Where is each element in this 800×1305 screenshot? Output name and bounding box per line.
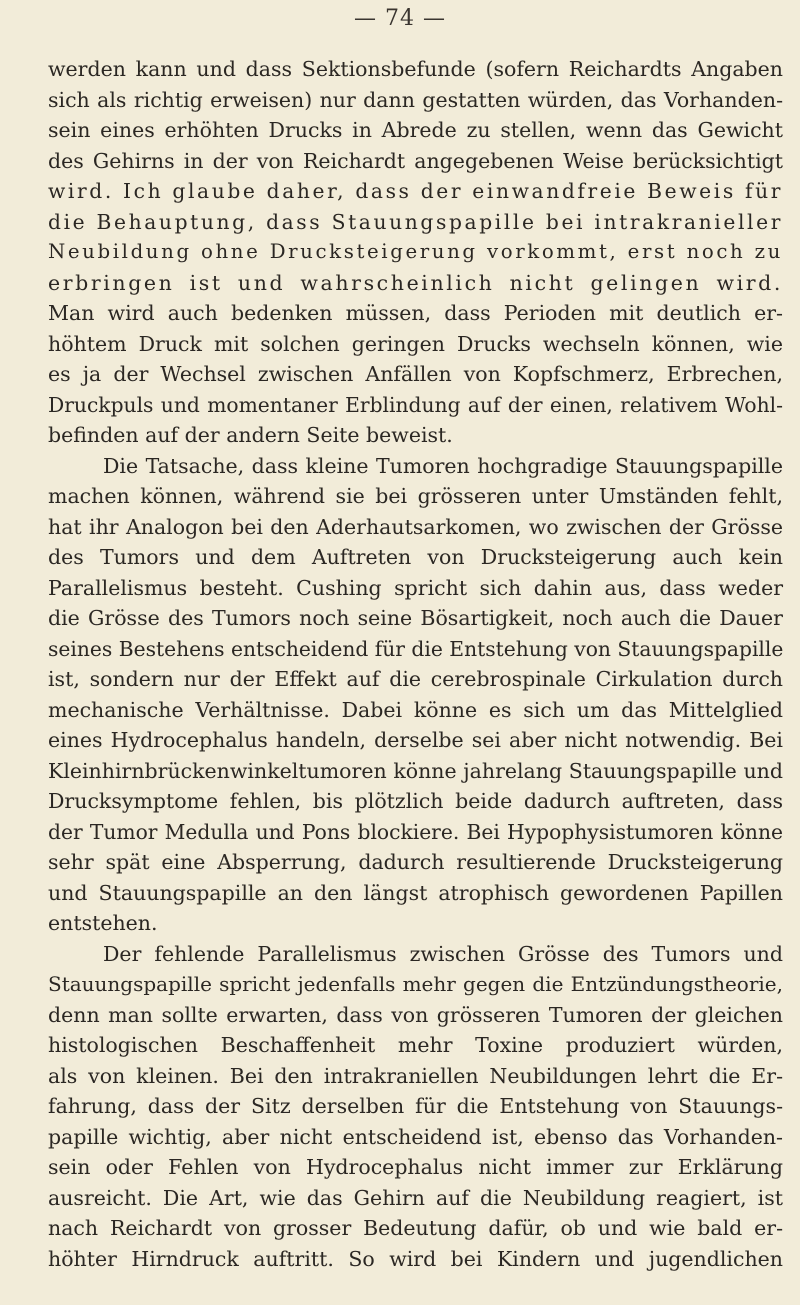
text-line: Man wird auch bedenken müssen, dass Perioden mit deutlich er-: [48, 301, 783, 325]
page-number: — 74 —: [354, 6, 446, 31]
text-line: des Tumors und dem Auftreten von Drucksteigerung auch kein: [48, 545, 783, 569]
text-line: des Gehirns in der von Reichardt angegebenen Weise berücksichtigt: [48, 148, 783, 173]
text-line: machen können, während sie bei grösseren unter Umständen fehlt,: [48, 484, 783, 508]
body-text: [48, 54, 783, 1274]
text-line: fahrung, dass der Sitz derselben für die Entstehung von Stauungs-: [48, 1094, 783, 1118]
text-line: nach Reichardt von grosser Bedeutung dafür, ob und wie bald er-: [48, 1216, 783, 1240]
text-line: denn man sollte erwarten, dass von grösseren Tumoren der gleichen: [48, 1002, 783, 1027]
text-line: werden kann und dass Sektionsbefunde (sofern Reichardts Angaben: [48, 57, 783, 81]
text-line-spaced: die Behauptung, dass Stauungspapille bei intrakranieller: [48, 209, 783, 234]
text-line: sehr spät eine Absperrung, dadurch resultierende Drucksteigerung: [48, 850, 783, 874]
text-line: hat ihr Analogon bei den Aderhautsarkomen, wo zwischen der Grösse: [48, 514, 783, 539]
text-line: seines Bestehens entscheidend für die Entstehung von Stauungspapille: [48, 636, 784, 661]
text-line: sich als richtig erweisen) nur dann gestatten würden, das Vorhanden-: [48, 87, 783, 112]
text-line-spaced: erbringen ist und wahrscheinlich nicht gelingen wird.: [48, 270, 783, 295]
paragraph-start-line: Die Tatsache, dass kleine Tumoren hochgradige Stauungspapille: [103, 453, 783, 478]
text-line: als von kleinen. Bei den intrakraniellen Neubildungen lehrt die Er-: [48, 1063, 783, 1088]
text-line: mechanische Verhältnisse. Dabei könne es sich um das Mittelglied: [48, 697, 783, 722]
text-line: Parallelismus besteht. Cushing spricht sich dahin aus, dass weder: [48, 575, 783, 600]
text-line: befinden auf der andern Seite beweist.: [48, 423, 453, 447]
text-line: histologischen Beschaffenheit mehr Toxine produziert würden,: [48, 1033, 783, 1057]
text-line: Stauungspapille spricht jedenfalls mehr gegen die Entzündungstheorie,: [48, 972, 783, 996]
text-line: papille wichtig, aber nicht entscheidend ist, ebenso das Vorhanden-: [48, 1124, 783, 1149]
text-line: ausreicht. Die Art, wie das Gehirn auf die Neubildung reagiert, ist: [48, 1185, 783, 1210]
text-line: Drucksymptome fehlen, bis plötzlich beide dadurch auftreten, dass: [48, 789, 783, 813]
text-line: es ja der Wechsel zwischen Anfällen von Kopfschmerz, Erbrechen,: [48, 362, 783, 386]
text-line: sein oder Fehlen von Hydrocephalus nicht immer zur Erklärung: [48, 1155, 783, 1179]
text-line: und Stauungspapille an den längst atrophisch gewordenen Papillen: [48, 880, 783, 905]
paragraph-start-line: Der fehlende Parallelismus zwischen Grösse des Tumors und: [103, 941, 783, 966]
text-line: Kleinhirnbrückenwinkeltumoren könne jahrelang Stauungspapille und: [48, 758, 783, 783]
text-line: der Tumor Medulla und Pons blockiere. Bei Hypophysistumoren könne: [48, 819, 783, 844]
text-line: höhtem Druck mit solchen geringen Drucks wechseln können, wie: [48, 331, 783, 356]
text-line: ist, sondern nur der Effekt auf die cerebrospinale Cirkulation durch: [48, 667, 783, 691]
text-line: höhter Hirndruck auftritt. So wird bei Kindern und jugendlichen: [48, 1246, 783, 1271]
text-line: die Grösse des Tumors noch seine Bösartigkeit, noch auch die Dauer: [48, 606, 783, 630]
text-line-spaced: Neubildung ohne Drucksteigerung vorkommt, erst noch zu: [48, 240, 783, 263]
text-line: Druckpuls und momentaner Erblindung auf der einen, relativem Wohl-: [48, 392, 783, 417]
text-line-spaced: wird. Ich glaube daher, dass der einwandfreie Beweis für: [48, 179, 783, 203]
text-line: entstehen.: [48, 911, 158, 935]
text-line: eines Hydrocephalus handeln, derselbe sei aber nicht notwendig. Bei: [48, 728, 783, 752]
text-line: sein eines erhöhten Drucks in Abrede zu stellen, wenn das Gewicht: [48, 118, 783, 142]
